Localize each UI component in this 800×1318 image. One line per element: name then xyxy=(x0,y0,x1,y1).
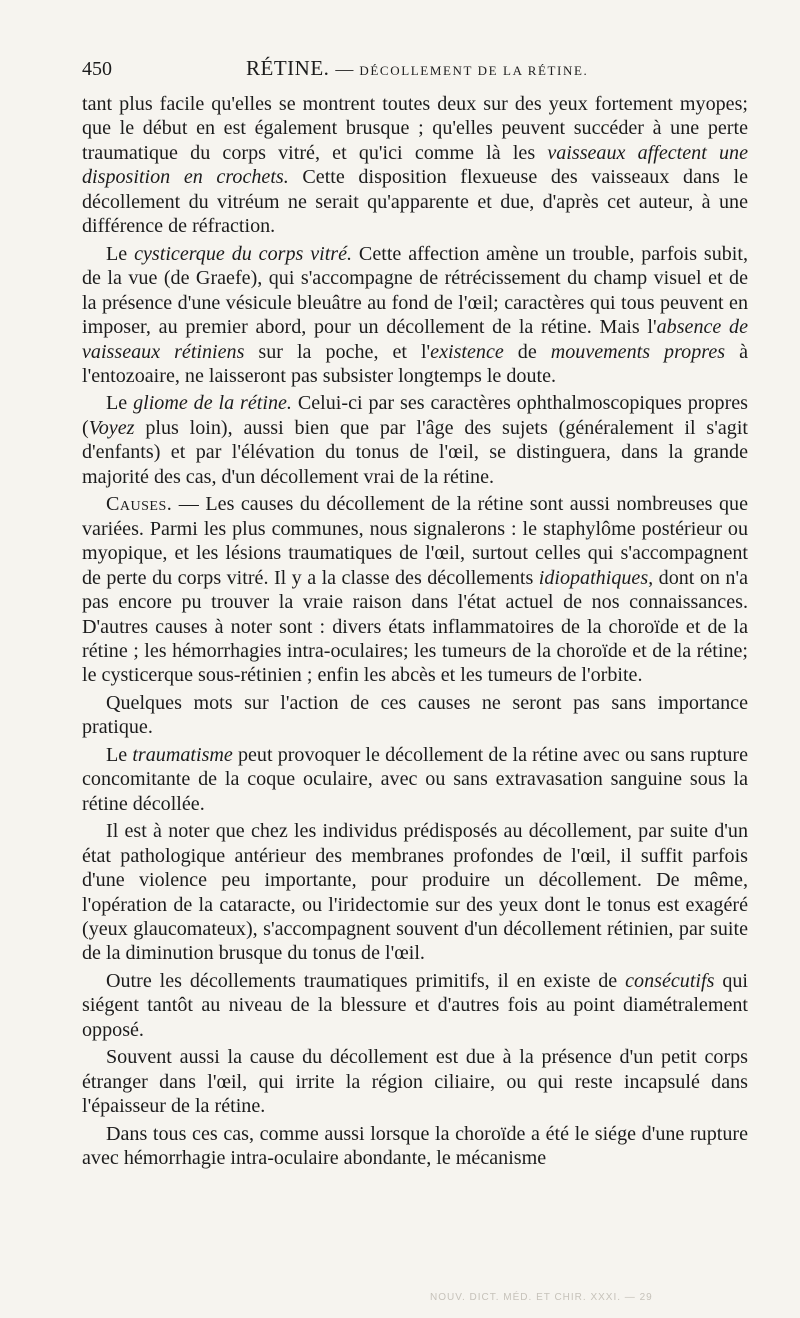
paragraph-consecutifs: Outre les décollements traumatiques primitifs, il en existe de consécutifs qui siégent tantôt au niveau de la blessure et d'autres fois au point diamétralement opposé. xyxy=(82,969,748,1041)
italic-phrase: cysticerque du corps vitré. xyxy=(134,242,353,265)
page-header xyxy=(82,56,752,86)
italic-phrase: traumatisme xyxy=(132,743,233,766)
italic-phrase: idiopathiques, xyxy=(538,566,654,589)
paragraph-predisposes: Il est à noter que chez les individus prédisposés au décollement, par suite d'un état pathologique antérieur des membranes profondes de l'œil, il suffit parfois d'une violence peu importante, pour produire un décollement. De même, l'opération de la cataracte, ou l'iridectomie sur des yeux dont le tonus est exagéré (yeux glaucomateux), s'accompagnent souvent d'un décollement rétinien, par suite de la diminution brusque du tonus de l'œil. xyxy=(82,820,748,965)
running-head-title: RÉTINE. xyxy=(246,56,330,80)
running-head-subtitle: DÉCOLLEMENT DE LA RÉTINE. xyxy=(359,63,589,78)
body-text xyxy=(82,92,748,1170)
section-heading-causes: Causes. xyxy=(106,493,173,516)
paragraph-dans-tous-ces-cas: Dans tous ces cas, comme aussi lorsque la choroïde a été le siége d'une rupture avec hémorrhagie intra-oculaire abondante, le mécanisme xyxy=(82,1122,748,1170)
italic-phrase: vaisseaux affectent une disposition en crochets. xyxy=(82,141,749,189)
italic-phrase: existence xyxy=(430,340,504,363)
paragraph-causes: Causes. — Les causes du décollement de la rétine sont aussi nombreuses que variées. Parmi les plus communes, nous signalerons : le staphylôme postérieur ou myopique, et les lésions traumatiques de l'œil, surtout celles qui s'accompagnent de perte du corps vitré. Il y a la classe des décollements idiopathiques, dont on n'a pas encore pu trouver la vraie raison dans l'état actuel de nos connaissances. D'autres causes à noter sont : divers états inflammatoires de la choroïde et de la rétine ; les hémorrhagies intra-oculaires; les tumeurs de la choroïde et de la rétine; le cysticerque sous-rétinien ; enfin les abcès et les tumeurs de l'orbite. xyxy=(82,493,748,687)
paragraph-cysticerque: Le cysticerque du corps vitré. Cette affection amène un trouble, parfois subit, de la vue (de Graefe), qui s'accompagne de rétrécissement du champ visuel et de la présence d'une vésicule bleuâtre au fond de l'œil; caractères qui tous peuvent en imposer, au premier abord, pour un décollement de la rétine. Mais l'absence de vaisseaux rétiniens sur la poche, et l'existence de mouvements propres à l'entozoaire, ne laisseront pas subsister longtemps le doute. xyxy=(82,242,748,387)
paragraph-continuation: tant plus facile qu'elles se montrent toutes deux sur des yeux fortement myopes; que le début en est également brusque ; qu'elles peuvent succéder à une perte traumatique du corps vitré, et qu'ici comme là les vaisseaux affectent une disposition en crochets. Cette disposition flexueuse des vaisseaux dans le décollement du vitréum ne serait qu'apparente et due, d'après cet auteur, à une différence de réfraction. xyxy=(82,93,749,238)
paragraph-gliome: Le gliome de la rétine. Celui-ci par ses caractères ophthalmoscopiques propres (Voyez plus loin), aussi bien que par l'âge des sujets (généralement il s'agit d'enfants) et par l'élévation du tonus de l'œil, se distinguera, dans la grande majorité des cas, d'un décollement vrai de la rétine. xyxy=(82,392,748,488)
paragraph-quelques-mots: Quelques mots sur l'action de ces causes ne seront pas sans importance pratique. xyxy=(82,691,748,739)
italic-phrase: mouvements propres xyxy=(550,340,726,363)
footer-signature: NOUV. DICT. MÉD. ET CHIR. XXXI. — 29 xyxy=(430,1292,653,1303)
page-number: 450 xyxy=(82,58,112,80)
italic-phrase: gliome de la rétine. xyxy=(133,392,292,415)
running-head xyxy=(246,56,588,81)
paragraph-corps-etranger: Souvent aussi la cause du décollement est due à la présence d'un petit corps étranger dans l'œil, qui irrite la région ciliaire, ou qui reste incapsulé dans l'épaisseur de la rétine. xyxy=(82,1046,748,1118)
running-head-dash: — xyxy=(335,59,354,79)
italic-phrase: absence de vaisseaux rétiniens xyxy=(82,316,748,363)
paragraph-traumatisme: Le traumatisme peut provoquer le décollement de la rétine avec ou sans rupture concomitante de la coque oculaire, avec ou sans extravasation sanguine sous la rétine décollée. xyxy=(82,743,748,815)
italic-phrase: Voyez xyxy=(88,416,135,439)
italic-phrase: consécutifs xyxy=(625,969,715,992)
